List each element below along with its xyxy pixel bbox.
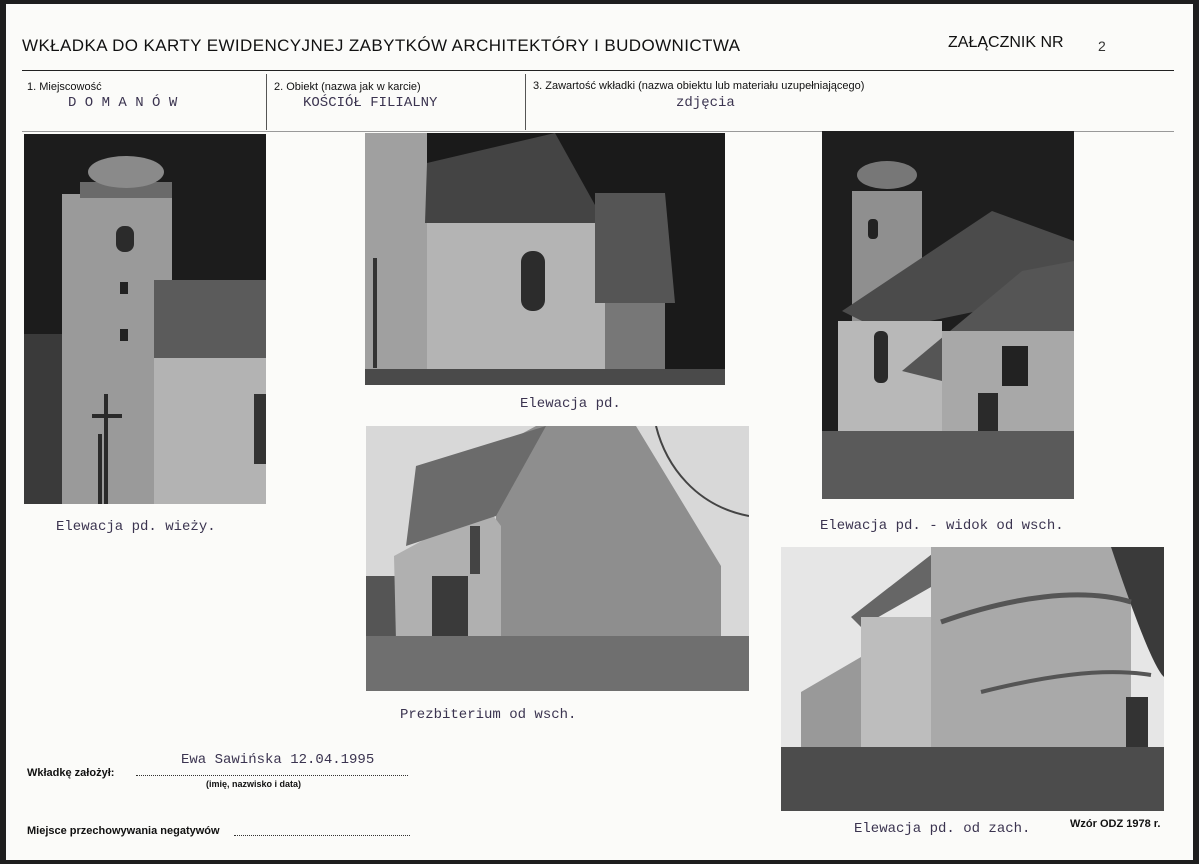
photo-south-east-view-caption: Elewacja pd. - widok od wsch. bbox=[820, 518, 1064, 534]
photo-south-elevation-caption: Elewacja pd. bbox=[520, 396, 621, 412]
field-divider bbox=[525, 74, 526, 130]
photo-south-elevation bbox=[365, 133, 725, 385]
negatives-label: Miejsce przechowywania negatywów bbox=[27, 825, 220, 837]
photo-presbytery-east bbox=[366, 426, 749, 691]
contents-label: 3. Zawartość wkładki (nazwa obiektu lub materiału uzupełniającego) bbox=[533, 80, 865, 92]
object-label: 2. Obiekt (nazwa jak w karcie) bbox=[274, 81, 421, 93]
photo-south-west-view bbox=[781, 547, 1164, 811]
contents-value: zdjęcia bbox=[676, 95, 735, 111]
sheet-title: WKŁADKA DO KARTY EWIDENCYJNEJ ZABYTKÓW ARCHITEKTÓRY I BUDOWNICTWA bbox=[22, 36, 741, 55]
field-divider bbox=[266, 74, 267, 130]
photo-presbytery-east-caption: Prezbiterium od wsch. bbox=[400, 707, 577, 723]
annex-number: 2 bbox=[1098, 38, 1106, 54]
photo-south-west-view-caption: Elewacja pd. od zach. bbox=[854, 821, 1031, 837]
photo-tower-south bbox=[24, 134, 266, 504]
founded-value: Ewa Sawińska 12.04.1995 bbox=[181, 752, 375, 768]
object-value: KOŚCIÓŁ FILIALNY bbox=[303, 95, 438, 111]
header-rule bbox=[22, 70, 1174, 71]
founded-label: Wkładkę założył: bbox=[27, 767, 115, 779]
locality-label: 1. Miejscowość bbox=[27, 81, 102, 93]
locality-value: D O M A N Ó W bbox=[68, 95, 178, 111]
form-note: Wzór ODZ 1978 r. bbox=[1070, 818, 1161, 830]
photo-south-east-view bbox=[822, 131, 1074, 499]
photo-tower-south-caption: Elewacja pd. wieży. bbox=[56, 519, 216, 535]
founded-hint: (imię, nazwisko i data) bbox=[206, 779, 302, 789]
founded-line bbox=[136, 775, 408, 776]
annex-label: ZAŁĄCZNIK NR bbox=[948, 34, 1064, 51]
negatives-line bbox=[234, 835, 410, 836]
